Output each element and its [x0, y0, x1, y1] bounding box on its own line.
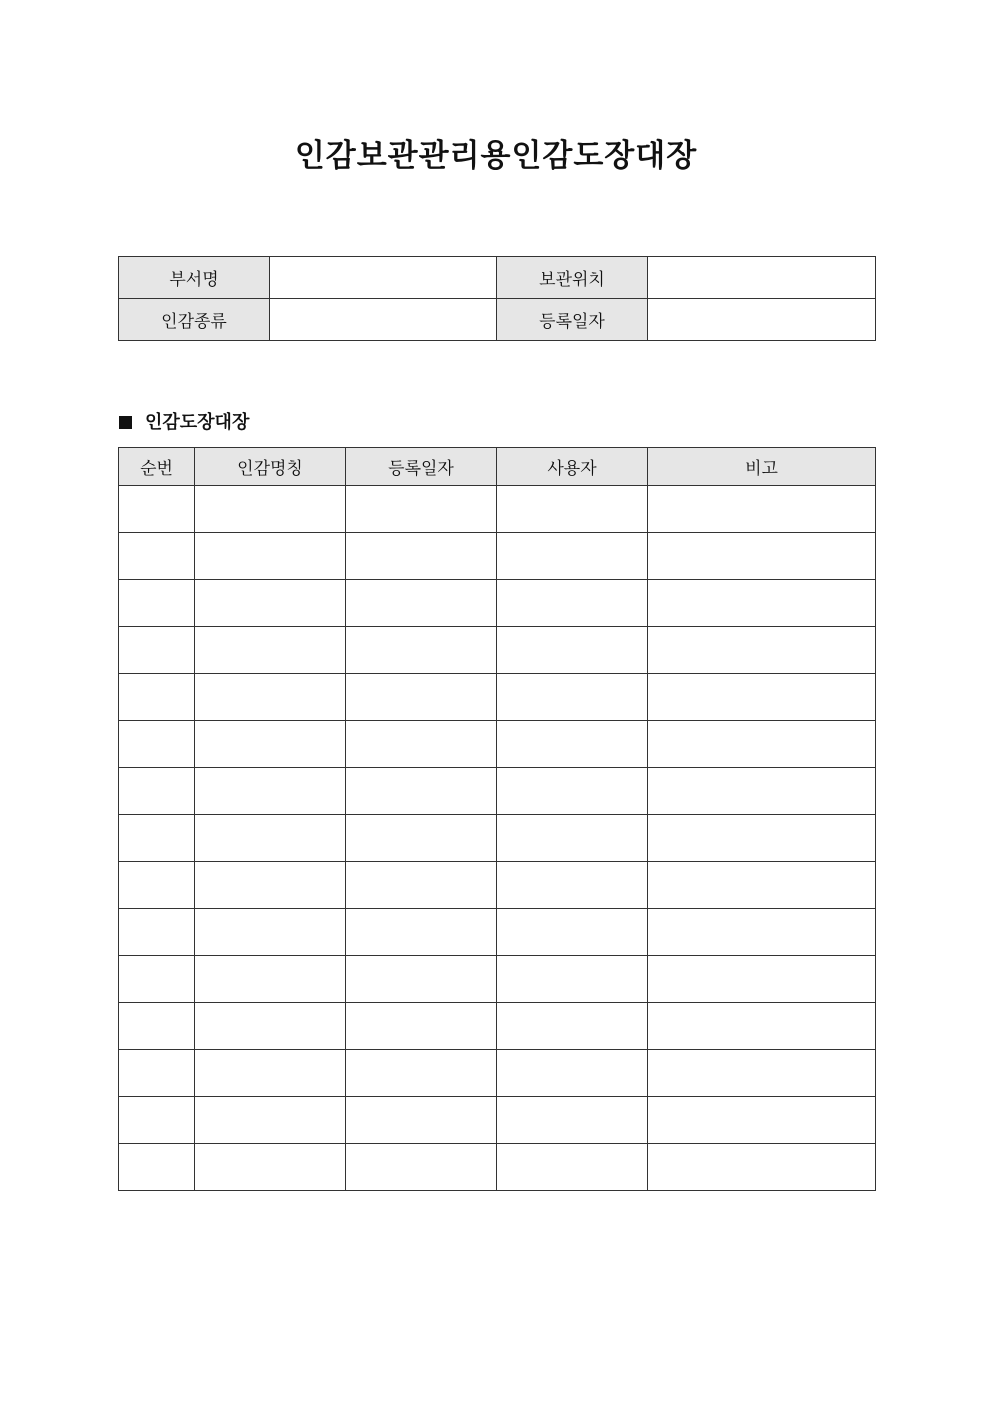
number-cell[interactable]	[119, 1097, 195, 1144]
seal-name-cell[interactable]	[195, 721, 346, 768]
remarks-cell[interactable]	[648, 1097, 876, 1144]
reg-date-cell[interactable]	[346, 1050, 497, 1097]
column-header-reg-date: 등록일자	[346, 448, 497, 486]
number-cell[interactable]	[119, 909, 195, 956]
user-cell[interactable]	[497, 1003, 648, 1050]
reg-date-cell[interactable]	[346, 674, 497, 721]
remarks-cell[interactable]	[648, 1050, 876, 1097]
page-title: 인감보관관리용인감도장대장	[294, 138, 698, 174]
reg-date-cell[interactable]	[346, 627, 497, 674]
number-cell[interactable]	[119, 956, 195, 1003]
table-row	[119, 533, 876, 580]
table-row	[119, 768, 876, 815]
number-cell[interactable]	[119, 627, 195, 674]
info-row-2	[119, 299, 876, 341]
column-header-seal-name: 인감명칭	[195, 448, 346, 486]
number-cell[interactable]	[119, 1050, 195, 1097]
remarks-cell[interactable]	[648, 580, 876, 627]
table-row	[119, 1144, 876, 1191]
remarks-cell[interactable]	[648, 721, 876, 768]
seal-name-cell[interactable]	[195, 627, 346, 674]
seal-name-cell[interactable]	[195, 1144, 346, 1191]
reg-date-cell[interactable]	[346, 909, 497, 956]
table-row	[119, 580, 876, 627]
remarks-cell[interactable]	[648, 768, 876, 815]
seal-name-cell[interactable]	[195, 862, 346, 909]
user-cell[interactable]	[497, 815, 648, 862]
reg-date-cell[interactable]	[346, 533, 497, 580]
remarks-cell[interactable]	[648, 674, 876, 721]
user-cell[interactable]	[497, 909, 648, 956]
remarks-cell[interactable]	[648, 1144, 876, 1191]
section-heading-text: 인감도장대장	[145, 412, 250, 433]
user-cell[interactable]	[497, 1050, 648, 1097]
reg-date-cell[interactable]	[346, 862, 497, 909]
user-cell[interactable]	[497, 956, 648, 1003]
seal-name-cell[interactable]	[195, 956, 346, 1003]
table-row	[119, 862, 876, 909]
user-cell[interactable]	[497, 674, 648, 721]
table-row	[119, 674, 876, 721]
reg-date-cell[interactable]	[346, 1003, 497, 1050]
square-bullet-icon	[119, 416, 132, 429]
location-label: 보관위치	[497, 257, 648, 299]
number-cell[interactable]	[119, 533, 195, 580]
number-cell[interactable]	[119, 1144, 195, 1191]
number-cell[interactable]	[119, 486, 195, 533]
number-cell[interactable]	[119, 721, 195, 768]
user-cell[interactable]	[497, 1144, 648, 1191]
reg-date-field[interactable]	[648, 299, 876, 341]
number-cell[interactable]	[119, 580, 195, 627]
reg-date-cell[interactable]	[346, 1097, 497, 1144]
info-table	[118, 256, 876, 341]
seal-name-cell[interactable]	[195, 815, 346, 862]
remarks-cell[interactable]	[648, 1003, 876, 1050]
table-row	[119, 956, 876, 1003]
seal-name-cell[interactable]	[195, 486, 346, 533]
seal-name-cell[interactable]	[195, 533, 346, 580]
reg-date-cell[interactable]	[346, 815, 497, 862]
seal-name-cell[interactable]	[195, 580, 346, 627]
user-cell[interactable]	[497, 1097, 648, 1144]
remarks-cell[interactable]	[648, 627, 876, 674]
column-header-user: 사용자	[497, 448, 648, 486]
user-cell[interactable]	[497, 627, 648, 674]
user-cell[interactable]	[497, 768, 648, 815]
register-table	[118, 447, 876, 1191]
remarks-cell[interactable]	[648, 862, 876, 909]
table-row	[119, 486, 876, 533]
user-cell[interactable]	[497, 533, 648, 580]
column-header-number: 순번	[119, 448, 195, 486]
remarks-cell[interactable]	[648, 486, 876, 533]
seal-name-cell[interactable]	[195, 1003, 346, 1050]
number-cell[interactable]	[119, 1003, 195, 1050]
column-header-remarks: 비고	[648, 448, 876, 486]
table-row	[119, 1097, 876, 1144]
dept-label: 부서명	[119, 257, 270, 299]
remarks-cell[interactable]	[648, 533, 876, 580]
location-field[interactable]	[648, 257, 876, 299]
number-cell[interactable]	[119, 674, 195, 721]
number-cell[interactable]	[119, 862, 195, 909]
table-row	[119, 909, 876, 956]
seal-type-field[interactable]	[270, 299, 497, 341]
table-row	[119, 1003, 876, 1050]
table-row	[119, 721, 876, 768]
user-cell[interactable]	[497, 862, 648, 909]
remarks-cell[interactable]	[648, 815, 876, 862]
reg-date-cell[interactable]	[346, 721, 497, 768]
table-row	[119, 815, 876, 862]
seal-name-cell[interactable]	[195, 1050, 346, 1097]
user-cell[interactable]	[497, 580, 648, 627]
seal-name-cell[interactable]	[195, 1097, 346, 1144]
number-cell[interactable]	[119, 768, 195, 815]
user-cell[interactable]	[497, 721, 648, 768]
info-row-1	[119, 257, 876, 299]
seal-name-cell[interactable]	[195, 909, 346, 956]
reg-date-cell[interactable]	[346, 768, 497, 815]
remarks-cell[interactable]	[648, 956, 876, 1003]
seal-name-cell[interactable]	[195, 768, 346, 815]
number-cell[interactable]	[119, 815, 195, 862]
reg-date-cell[interactable]	[346, 956, 497, 1003]
header-row	[119, 448, 876, 486]
reg-date-label: 등록일자	[497, 299, 648, 341]
reg-date-cell[interactable]	[346, 486, 497, 533]
table-row	[119, 627, 876, 674]
seal-name-cell[interactable]	[195, 674, 346, 721]
remarks-cell[interactable]	[648, 909, 876, 956]
table-row	[119, 1050, 876, 1097]
user-cell[interactable]	[497, 486, 648, 533]
reg-date-cell[interactable]	[346, 580, 497, 627]
reg-date-cell[interactable]	[346, 1144, 497, 1191]
section-heading	[119, 410, 249, 436]
dept-field[interactable]	[270, 257, 497, 299]
seal-type-label: 인감종류	[119, 299, 270, 341]
